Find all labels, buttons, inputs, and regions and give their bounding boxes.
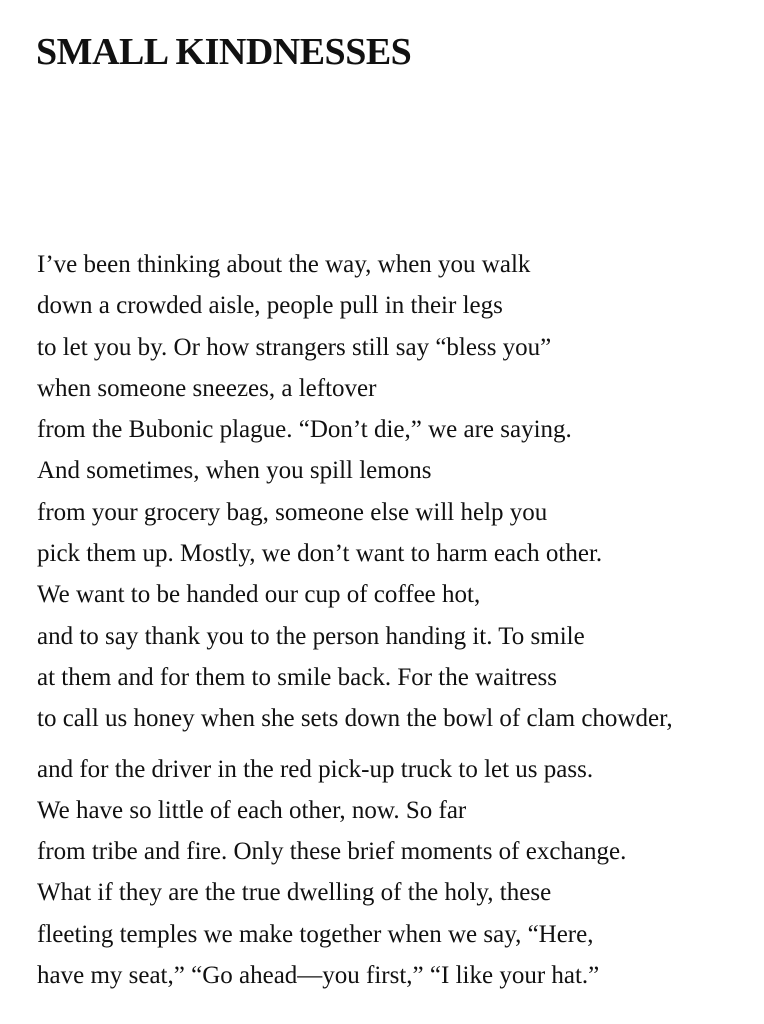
poem-line: and to say thank you to the person handing it. To smile bbox=[37, 622, 585, 650]
poem-line: to let you by. Or how strangers still say “bless you” bbox=[37, 333, 552, 361]
poem-title: SMALL KINDNESSES bbox=[36, 31, 412, 73]
poem-line: to call us honey when she sets down the bowl of clam chowder, bbox=[37, 705, 673, 733]
poem-line: fleeting temples we make together when we say, “Here, bbox=[37, 920, 594, 948]
poem-body bbox=[37, 244, 764, 996]
poem-line: What if they are the true dwelling of the holy, these bbox=[37, 879, 552, 907]
poem-line: at them and for them to smile back. For the waitress bbox=[37, 663, 558, 691]
poem-line: pick them up. Mostly, we don’t want to harm each other. bbox=[37, 540, 603, 568]
poem-line: when someone sneezes, a leftover bbox=[37, 374, 377, 402]
poem-line: And sometimes, when you spill lemons bbox=[37, 457, 432, 485]
poem-line: and for the driver in the red pick-up truck to let us pass. bbox=[37, 755, 594, 783]
poem-line: from the Bubonic plague. “Don’t die,” we are saying. bbox=[37, 416, 572, 444]
poem-line: down a crowded aisle, people pull in their legs bbox=[37, 292, 503, 320]
poem-line: have my seat,” “Go ahead—you first,” “I like your hat.” bbox=[37, 962, 600, 990]
poem-line: I’ve been thinking about the way, when you walk bbox=[37, 251, 531, 278]
poem-line: We want to be handed our cup of coffee hot, bbox=[37, 581, 481, 609]
poem-line: We have so little of each other, now. So far bbox=[37, 796, 467, 824]
poem-line: from your grocery bag, someone else will help you bbox=[37, 498, 548, 526]
poem-line: from tribe and fire. Only these brief moments of exchange. bbox=[37, 838, 627, 866]
